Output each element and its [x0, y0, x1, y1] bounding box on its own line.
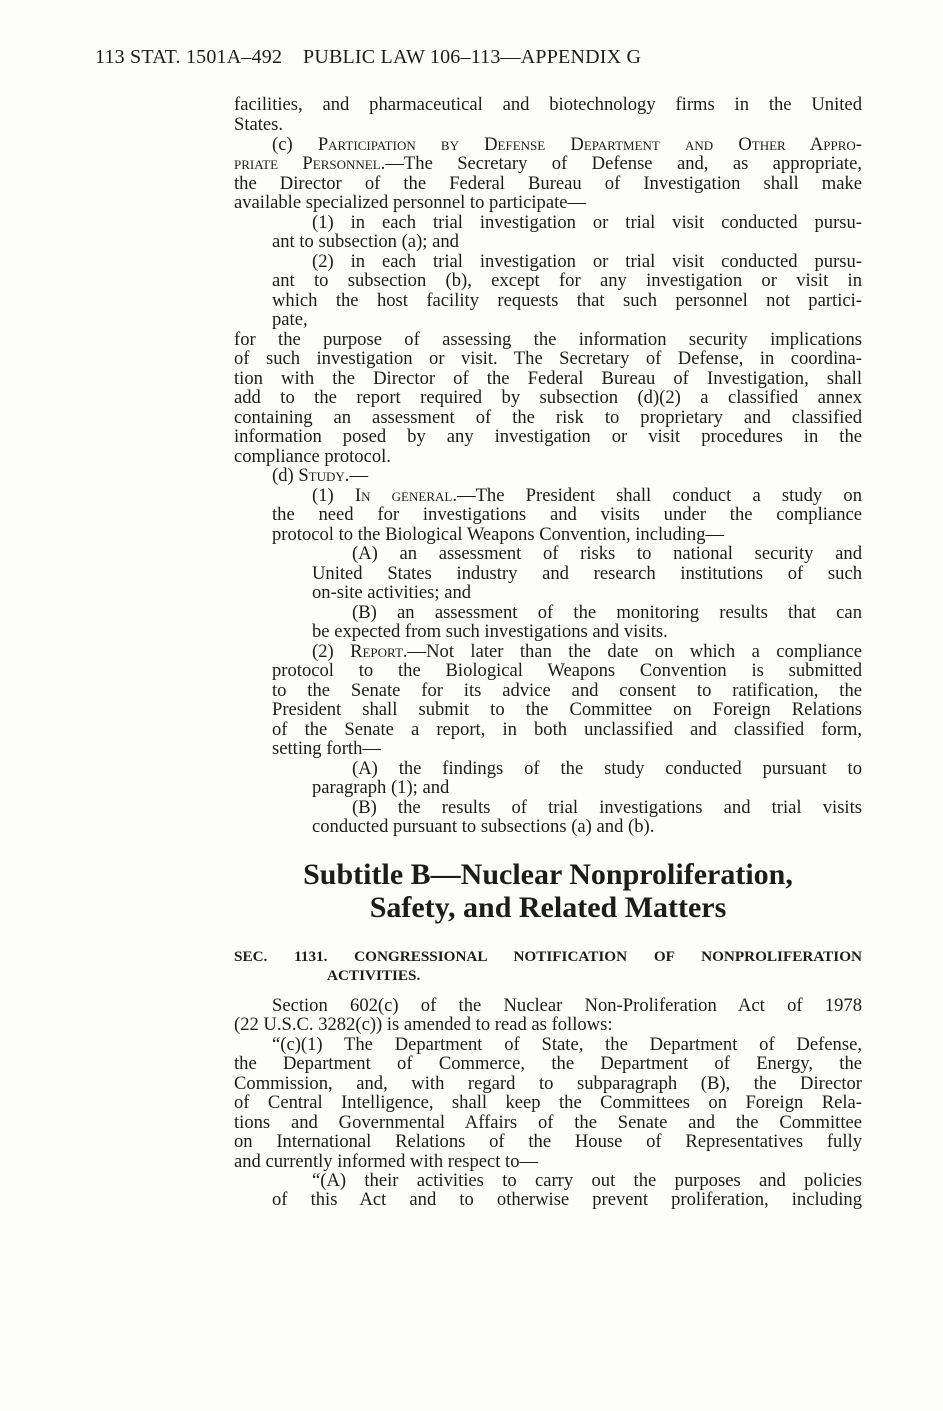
text-span: protocol to the Biological Weapons Convention, including—	[272, 524, 725, 545]
text-line	[272, 1190, 862, 1210]
text-line	[312, 252, 862, 272]
text-line	[234, 388, 862, 408]
small-caps-heading: priate Personnel.	[234, 154, 386, 174]
text-line	[272, 310, 308, 330]
text-span: of the Senate a report, in both unclassified and classified form,	[272, 720, 862, 740]
text-span: —The Secretary of Defense and, as appropriate,	[385, 154, 862, 174]
text-span: compliance protocol.	[234, 446, 391, 467]
text-span: on-site activities; and	[312, 582, 472, 603]
text-span: (2)	[312, 642, 351, 662]
text-line	[272, 291, 862, 311]
text-span: “(A) their activities to carry out the purposes and policies	[312, 1171, 862, 1191]
text-span: tions and Governmental Affairs of the Senate and the Committee	[234, 1113, 862, 1133]
text-span: Commission, and, with regard to subparagraph (B), the Director	[234, 1074, 862, 1094]
text-line	[234, 330, 862, 350]
text-line	[234, 349, 862, 369]
text-span: (B) an assessment of the monitoring results that can	[352, 603, 862, 623]
text-span: the need for investigations and visits under the compliance	[272, 505, 862, 525]
text-span: (c)	[272, 135, 318, 155]
text-line	[272, 681, 862, 701]
text-span: .—	[344, 465, 369, 486]
text-span: of such investigation or visit. The Secretary of Defense, in coordina-	[234, 349, 862, 369]
text-span: United States industry and research institutions of such	[312, 564, 862, 584]
text-span: .—Not later than the date on which a compliance	[402, 642, 862, 662]
text-line	[234, 1074, 862, 1094]
text-line	[234, 1054, 862, 1074]
text-line	[272, 232, 459, 252]
text-line	[352, 798, 862, 818]
text-span: to the Senate for its advice and consent to ratification, the	[272, 681, 862, 701]
text-line	[312, 778, 449, 798]
text-line	[312, 642, 862, 662]
text-span: which the host facility requests that such personnel not partici-	[272, 291, 862, 311]
text-span: for the purpose of assessing the information security implications	[234, 330, 862, 350]
text-line	[312, 622, 668, 642]
text-line	[234, 1132, 862, 1152]
text-span: “(c)(1) The Department of State, the Department of Defense,	[272, 1035, 862, 1055]
text-line	[272, 1035, 862, 1055]
text-span: (2) in each trial investigation or trial visit conducted pursu-	[312, 252, 862, 272]
text-line	[234, 1015, 613, 1035]
text-line	[312, 583, 471, 603]
subtitle-heading-line-1: Subtitle B—Nuclear Nonproliferation,	[303, 858, 793, 891]
text-span: (d)	[272, 465, 299, 486]
text-span: add to the report required by subsection (d)(2) a classified annex	[234, 388, 862, 408]
text-line	[272, 996, 862, 1016]
text-line	[234, 193, 586, 213]
text-span: the Director of the Federal Bureau of Investigation shall make	[234, 174, 862, 194]
text-line	[272, 135, 862, 155]
text-line	[234, 1093, 862, 1113]
text-span: facilities, and pharmaceutical and biotechnology firms in the United	[234, 95, 862, 115]
text-line	[272, 700, 862, 720]
small-caps-heading: Report	[350, 642, 403, 662]
text-span: ant to subsection (a); and	[272, 231, 459, 252]
text-span: (1)	[312, 486, 355, 506]
text-span: States.	[234, 114, 284, 135]
text-span: .—The President shall conduct a study on	[452, 486, 862, 506]
text-line	[234, 1152, 538, 1172]
text-line	[272, 739, 381, 759]
text-line	[234, 447, 391, 467]
text-span: (22 U.S.C. 3282(c)) is amended to read as follows:	[234, 1014, 613, 1035]
text-line	[234, 154, 862, 174]
text-span: of this Act and to otherwise prevent proliferation, including	[272, 1190, 862, 1210]
text-line	[272, 505, 862, 525]
text-span: containing an assessment of the risk to proprietary and classified	[234, 408, 862, 428]
text-span: paragraph (1); and	[312, 777, 450, 798]
text-line	[312, 1171, 862, 1191]
text-line	[352, 759, 862, 779]
small-caps-heading: Study	[298, 465, 345, 486]
section-heading-line-1: SEC. 1131. CONGRESSIONAL NOTIFICATION OF NONPROLIFERATION	[234, 948, 862, 965]
text-span: protocol to the Biological Weapons Convention is submitted	[272, 661, 862, 681]
text-span: (A) the findings of the study conducted pursuant to	[352, 759, 862, 779]
text-span: setting forth—	[272, 738, 381, 759]
text-line	[234, 174, 862, 194]
text-span: of Central Intelligence, shall keep the Committees on Foreign Rela-	[234, 1093, 862, 1113]
text-line	[234, 115, 283, 135]
text-span: (A) an assessment of risks to national security and	[352, 544, 862, 564]
text-span: tion with the Director of the Federal Bureau of Investigation, shall	[234, 369, 862, 389]
text-span: and currently informed with respect to—	[234, 1151, 539, 1172]
text-span: be expected from such investigations and visits.	[312, 621, 668, 642]
text-line	[234, 369, 862, 389]
text-line	[312, 564, 862, 584]
running-header: 113 STAT. 1501A–492 PUBLIC LAW 106–113—APPENDIX G	[95, 46, 642, 68]
text-line	[312, 213, 862, 233]
text-line	[272, 271, 862, 291]
text-line	[272, 525, 724, 545]
text-span: Section 602(c) of the Nuclear Non-Proliferation Act of 1978	[272, 996, 862, 1016]
text-line	[352, 603, 862, 623]
text-line	[312, 486, 862, 506]
text-line	[234, 427, 862, 447]
text-span: (1) in each trial investigation or trial visit conducted pursu-	[312, 213, 862, 233]
subtitle-heading-line-2: Safety, and Related Matters	[369, 891, 727, 924]
small-caps-heading: Participation by Defense Department and Other Appro-	[317, 135, 862, 155]
text-line	[272, 466, 368, 486]
text-span: the Department of Commerce, the Department of Energy, the	[234, 1054, 862, 1074]
small-caps-heading: In general	[354, 486, 453, 506]
text-line	[234, 1113, 862, 1133]
text-span: information posed by any investigation or visit procedures in the	[234, 427, 862, 447]
text-span: available specialized personnel to participate—	[234, 192, 587, 213]
text-line	[312, 817, 654, 837]
text-span: pate,	[272, 309, 308, 330]
text-span: conducted pursuant to subsections (a) and (b).	[312, 816, 655, 837]
text-line	[272, 720, 862, 740]
text-span: President shall submit to the Committee on Foreign Relations	[272, 700, 862, 720]
text-span: ant to subsection (b), except for any investigation or visit in	[272, 271, 862, 291]
text-span: on International Relations of the House of Representatives fully	[234, 1132, 862, 1152]
section-heading-line-2: ACTIVITIES.	[327, 967, 421, 984]
text-line	[352, 544, 862, 564]
text-line	[272, 661, 862, 681]
text-span: (B) the results of trial investigations and trial visits	[352, 798, 862, 818]
text-line	[234, 408, 862, 428]
text-line	[234, 95, 862, 115]
